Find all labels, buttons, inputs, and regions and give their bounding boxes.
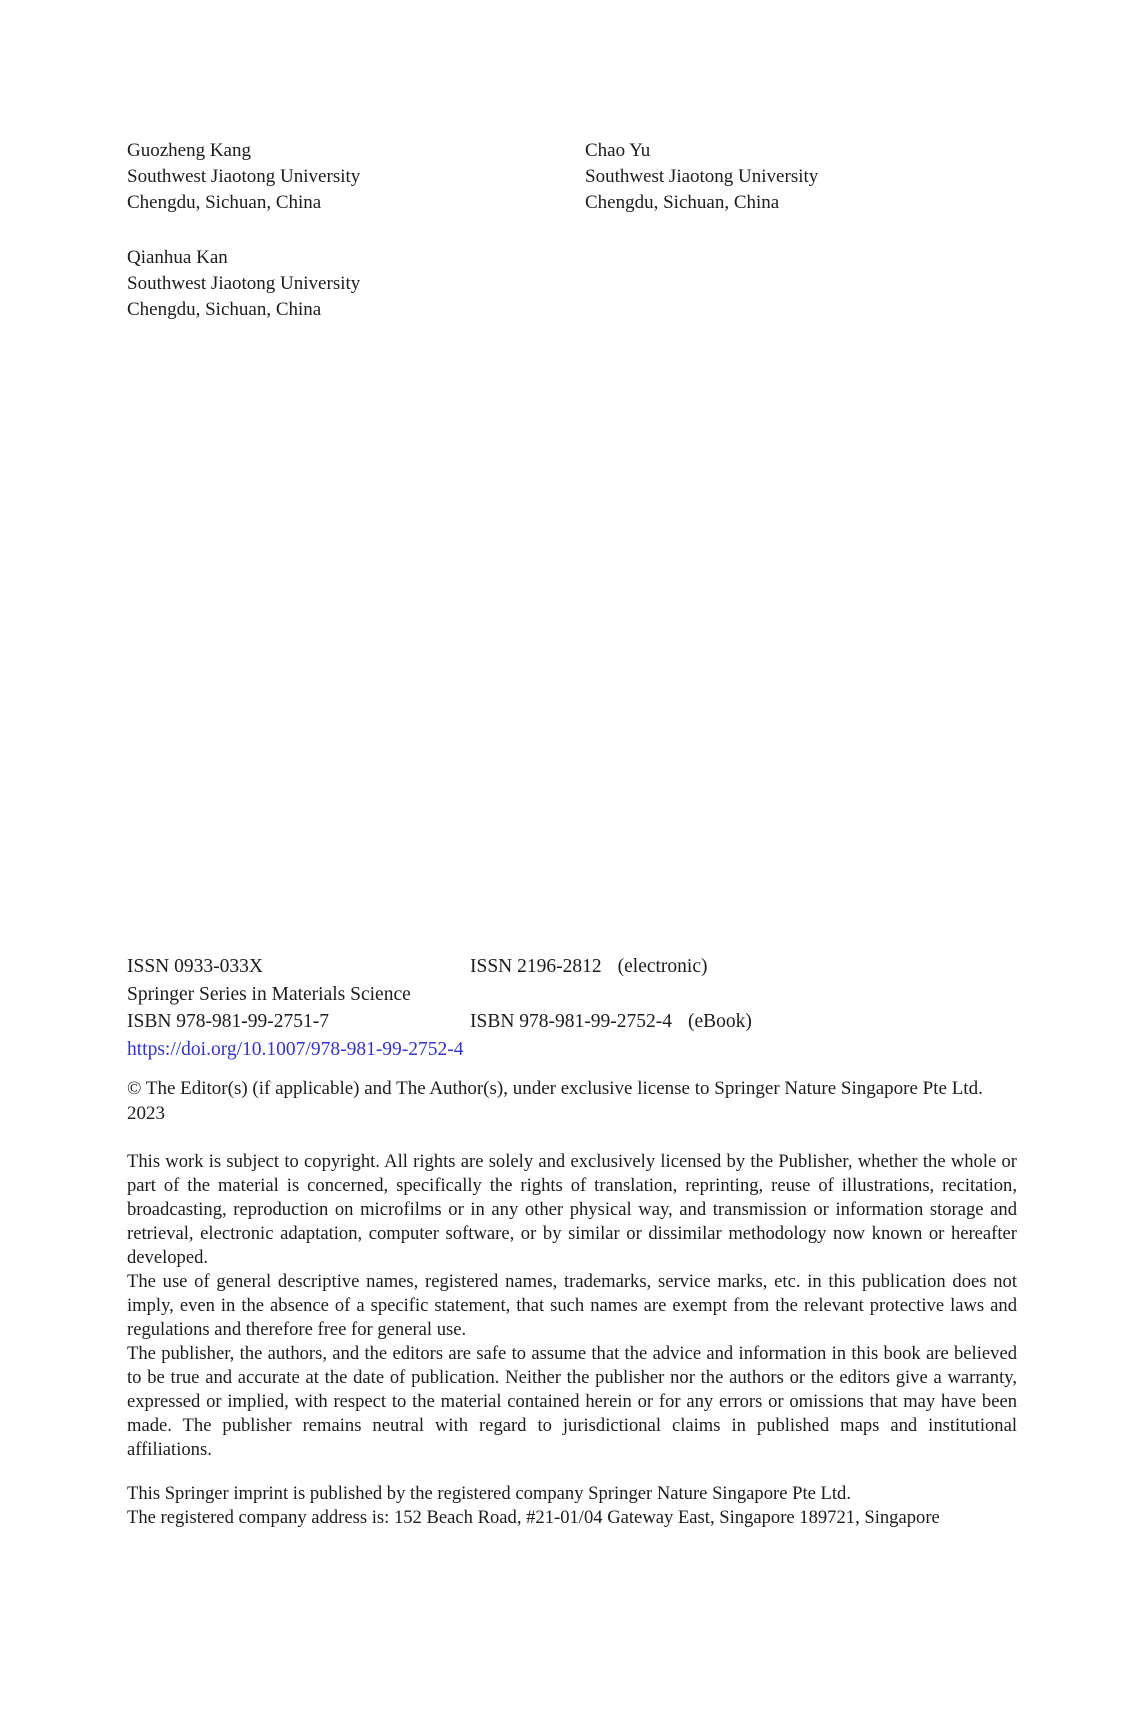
issn-row: [127, 953, 752, 981]
issn-electronic-note: (electronic): [617, 956, 708, 977]
imprint-line-1: This Springer imprint is published by the registered company Springer Nature Singapore Pte Ltd.: [127, 1483, 851, 1504]
doi-link[interactable]: https://doi.org/10.1007/978-981-99-2752-4: [127, 1038, 464, 1060]
author-block: [585, 138, 818, 216]
isbn-ebook-note: (eBook): [688, 1011, 752, 1032]
series-title-row: [127, 981, 752, 1009]
author-name: Qianhua Kan: [127, 247, 228, 268]
author-name: Guozheng Kang: [127, 140, 251, 161]
isbn-row: [127, 1008, 752, 1036]
copyright-notice: © The Editor(s) (if applicable) and The Author(s), under exclusive license to Springer Nature Singapore Pte Ltd. 2023: [127, 1078, 983, 1124]
authors-section: [127, 138, 818, 323]
issn-electronic: ISSN 2196-2812: [470, 956, 602, 977]
issn-electronic-group: [470, 953, 708, 981]
legal-text: [127, 1150, 1017, 1462]
imprint-line-2: The registered company address is: 152 Beach Road, #21-01/04 Gateway East, Singapore 189721, Singapore: [127, 1507, 940, 1528]
publication-info: [127, 953, 752, 1063]
legal-paragraph-names: The use of general descriptive names, registered names, trademarks, service marks, etc. in this publication does not imply, even in the absence of a specific statement, that such names are exempt from the relevant protective laws and regulations and therefore free for general use.: [127, 1271, 1017, 1340]
isbn-print: ISBN 978-981-99-2751-7: [127, 1011, 330, 1032]
author-affiliation: Southwest Jiaotong University: [127, 273, 361, 294]
author-block: [127, 245, 585, 323]
author-location: Chengdu, Sichuan, China: [127, 299, 322, 320]
author-name: Chao Yu: [585, 140, 651, 161]
isbn-ebook: ISBN 978-981-99-2752-4: [470, 1011, 673, 1032]
legal-paragraph-warranty: The publisher, the authors, and the editors are safe to assume that the advice and information in this book are believed to be true and accurate at the date of publication. Neither the publisher nor the authors or the editors give a warranty, expressed or implied, with respect to the material contained herein or for any errors or omissions that may have been made. The publisher remains neutral with regard to jurisdictional claims in published maps and institutional affiliations.: [127, 1343, 1017, 1460]
author-affiliation: Southwest Jiaotong University: [585, 166, 819, 187]
legal-paragraph-rights: This work is subject to copyright. All rights are solely and exclusively licensed by the Publisher, whether the whole or part of the material is concerned, specifically the rights of translation, reprinting, reuse of illustrations, recitation, broadcasting, reproduction on microfilms or in any other physical way, and transmission or information storage and retrieval, electronic adaptation, computer software, or by similar or dissimilar methodology now known or hereafter developed.: [127, 1151, 1017, 1268]
doi-row: [127, 1036, 752, 1064]
author-affiliation: Southwest Jiaotong University: [127, 166, 361, 187]
author-block: [127, 138, 585, 216]
author-location: Chengdu, Sichuan, China: [585, 192, 780, 213]
imprint-section: [127, 1482, 1017, 1530]
isbn-ebook-group: [470, 1008, 752, 1036]
series-title: Springer Series in Materials Science: [127, 983, 411, 1005]
author-location: Chengdu, Sichuan, China: [127, 192, 322, 213]
issn-print: ISSN 0933-033X: [127, 956, 263, 977]
